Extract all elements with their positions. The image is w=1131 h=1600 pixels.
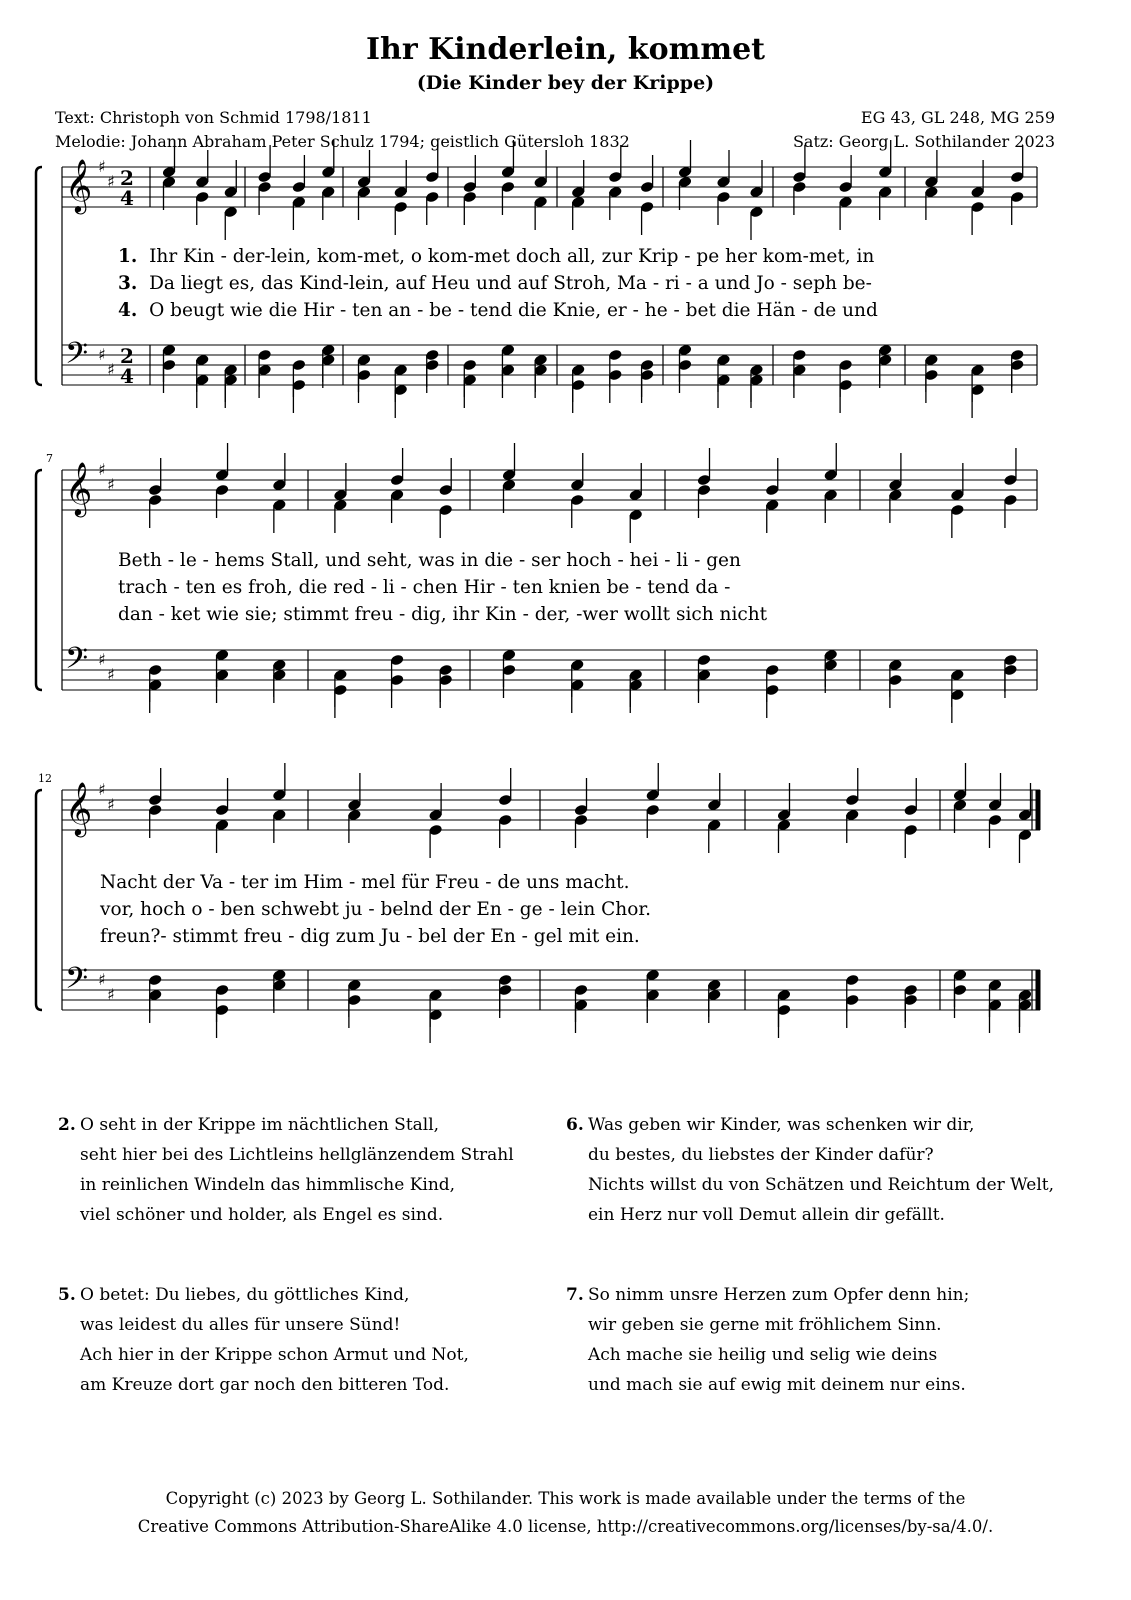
system-bracket bbox=[36, 167, 42, 385]
measure-number-12: 12 bbox=[38, 772, 52, 785]
verse-1-line: 1. Ihr Kin - der-lein, kom-met, o kom-met doch all, zur Krip - pe her kom-met, in bbox=[118, 246, 875, 267]
arrangement-credit: Satz: Georg L. Sothilander 2023 bbox=[792, 132, 1055, 151]
sharp-accidental: ♯ bbox=[107, 475, 115, 494]
sharp-accidental: ♯ bbox=[98, 345, 106, 364]
stanza-7: 7. So nimm unsre Herzen zum Opfer denn hin; wir geben sie gerne mit fröhlichem Sinn. Ach mache sie heilig und selig wie deins und mach sie auf ewig mit deinem nur eins. bbox=[566, 1285, 970, 1395]
sharp-accidental: ♯ bbox=[98, 970, 106, 989]
stanza-2: 2. O seht in der Krippe im nächtlichen Stall, seht hier bei des Lichtleins hellglänzendem Strahl in reinlichen Windeln das himmlische Kind, viel schöner und holder, als Engel es sind. bbox=[58, 1115, 514, 1225]
treble-clef: 𝄞 bbox=[65, 461, 93, 515]
bass-clef: 𝄢 bbox=[65, 337, 89, 378]
verse-3-line: 3. Da liegt es, das Kind-lein, auf Heu und auf Stroh, Ma - ri - a und Jo - seph be- bbox=[118, 273, 872, 294]
melody-credit: Melodie: Johann Abraham Peter Schulz 1794; geistlich Gütersloh 1832 bbox=[55, 132, 630, 151]
time-signature-top: 2 bbox=[120, 344, 134, 368]
stanza-6: 6. Was geben wir Kinder, was schenken wir dir, du bestes, du liebstes der Kinder dafür? Nichts willst du von Schätzen und Reichtum der Welt, ein Herz nur voll Demut allein dir gefällt. bbox=[566, 1115, 1054, 1225]
page-subtitle: (Die Kinder bey der Krippe) bbox=[416, 72, 715, 94]
verse-4-line: 4. O beugt wie die Hir - ten an - be - tend die Knie, er - he - bet die Hän - de und bbox=[118, 300, 878, 321]
sharp-accidental: ♯ bbox=[98, 780, 106, 799]
treble-clef: 𝄞 bbox=[65, 158, 93, 212]
time-signature-bottom: 4 bbox=[120, 364, 134, 388]
system-bracket bbox=[36, 790, 42, 1010]
page-title: Ihr Kinderlein, kommet bbox=[365, 32, 766, 67]
copyright-footer: Copyright (c) 2023 by Georg L. Sothilander. This work is made available under the terms of the Creative Commons Attribution-ShareAlike 4.0 license, http://creativecommons.org/licenses/by-sa/4.0/. bbox=[137, 1489, 994, 1536]
sharp-accidental: ♯ bbox=[98, 650, 106, 669]
system-2-verse-1: Beth - le - hems Stall, und seht, was in die - ser hoch - hei - li - gen bbox=[118, 550, 741, 571]
measure-number-7: 7 bbox=[46, 452, 53, 465]
sharp-accidental: ♯ bbox=[98, 460, 106, 479]
sharp-accidental: ♯ bbox=[107, 665, 115, 684]
system-3-verse-1: Nacht der Va - ter im Him - mel für Freu - de uns macht. bbox=[100, 872, 630, 893]
sharp-accidental: ♯ bbox=[107, 360, 115, 379]
hymnal-refs: EG 43, GL 248, MG 259 bbox=[860, 108, 1055, 127]
text-credit: Text: Christoph von Schmid 1798/1811 bbox=[55, 108, 372, 127]
bass-clef: 𝄢 bbox=[65, 962, 89, 1003]
stanza-5: 5. O betet: Du liebes, du göttliches Kind, was leidest du alles für unsere Sünd! Ach hier in der Krippe schon Armut und Not, am Kreuze dort gar noch den bitteren Tod. bbox=[58, 1285, 469, 1395]
time-signature-top: 2 bbox=[120, 166, 134, 190]
system-bracket bbox=[36, 470, 42, 690]
system-2-verse-3: trach - ten es froh, die red - li - chen Hir - ten knien be - tend da - bbox=[118, 577, 731, 598]
sharp-accidental: ♯ bbox=[107, 985, 115, 1004]
sharp-accidental: ♯ bbox=[107, 172, 115, 191]
sharp-accidental: ♯ bbox=[107, 795, 115, 814]
time-signature-bottom: 4 bbox=[120, 186, 134, 210]
treble-clef: 𝄞 bbox=[65, 781, 93, 835]
system-2-verse-4: dan - ket wie sie; stimmt freu - dig, ihr Kin - der, -wer wollt sich nicht bbox=[118, 604, 768, 625]
bass-clef: 𝄢 bbox=[65, 642, 89, 683]
system-3-verse-4: freun?- stimmt freu - dig zum Ju - bel der En - gel mit ein. bbox=[100, 926, 640, 947]
system-3-verse-3: vor, hoch o - ben schwebt ju - belnd der En - ge - lein Chor. bbox=[100, 899, 652, 920]
sharp-accidental: ♯ bbox=[98, 157, 106, 176]
